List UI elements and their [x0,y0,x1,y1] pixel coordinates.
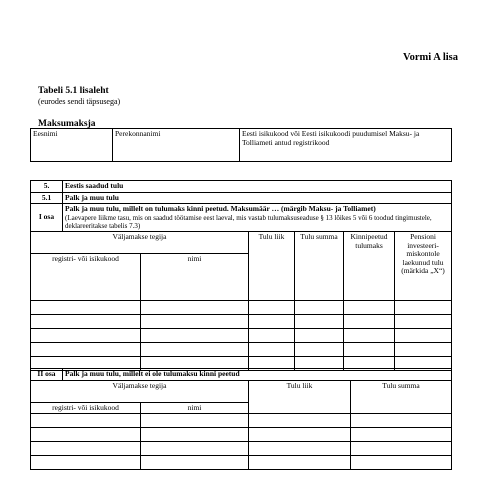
cell[interactable] [395,300,452,314]
id-code-field[interactable] [240,129,452,162]
cell[interactable] [141,428,249,442]
cell[interactable] [31,414,141,428]
cell[interactable] [395,314,452,328]
part2-label: II osa [31,369,63,381]
cell[interactable] [141,328,249,342]
table-row[interactable] [31,300,452,314]
name-label: nimi [141,253,249,300]
part1-title: Palk ja muu tulu, millelt on tulumaks kinni peetud. Maksumäär … (märgib Maksu- ja Tolliamet) [65,204,376,214]
pension-label: Pensioni investeeri-miskontole laekunud tulu (märkida „X“) [395,231,452,300]
income-table-part2 [30,368,452,470]
cell[interactable] [344,300,395,314]
part1-header [63,204,452,232]
payer-table [30,128,452,162]
sheet-subtitle: (eurodes sendi täpsusega) [38,97,121,106]
cell[interactable] [344,328,395,342]
reg-code-label-2: registri- või isikukood [31,402,141,414]
cell[interactable] [31,442,141,456]
subsection-number: 5.1 [31,192,63,204]
payer-heading: Maksumaksja [38,119,96,129]
cell[interactable] [31,342,141,356]
table-row[interactable] [31,456,452,470]
income-type-label: Tulu liik [249,231,295,300]
income-amount-label-2: Tulu summa [351,380,452,414]
table-row[interactable] [31,328,452,342]
cell[interactable] [344,314,395,328]
payer-label: Väljamakse tegija [31,231,249,253]
form-name: Vormi A lisa [402,52,458,63]
cell[interactable] [249,442,351,456]
table-row[interactable] [31,342,452,356]
cell[interactable] [31,428,141,442]
part1-label: I osa [31,204,63,232]
section-title: Eestis saadud tulu [63,181,452,193]
cell[interactable] [249,328,295,342]
table-row[interactable] [31,314,452,328]
cell[interactable] [395,342,452,356]
cell[interactable] [295,328,344,342]
cell[interactable] [351,414,452,428]
last-name-field[interactable] [113,129,240,162]
cell[interactable] [351,442,452,456]
cell[interactable] [249,456,351,470]
cell[interactable] [295,314,344,328]
cell[interactable] [141,414,249,428]
part2-title: Palk ja muu tulu, millelt ei ole tulumaksu kinni peetud [63,369,452,381]
part1-note: (Laevapere liikme tasu, mis on saadud töötamise eest laeval, mis vastab tulumaksuseaduse § 13 lõikes 5 või 6 toodud tingimustele, deklareeritakse tabelis 7.3) [65,213,432,230]
cell[interactable] [351,428,452,442]
cell[interactable] [31,314,141,328]
income-table-part1 [30,180,452,371]
cell[interactable] [295,342,344,356]
sheet-title: Tabeli 5.1 lisaleht [38,86,109,96]
cell[interactable] [141,300,249,314]
cell[interactable] [141,456,249,470]
cell[interactable] [31,456,141,470]
reg-code-label: registri- või isikukood [31,253,141,300]
cell[interactable] [249,414,351,428]
cell[interactable] [141,314,249,328]
table-row[interactable] [31,414,452,428]
table-row[interactable] [31,428,452,442]
section-number: 5. [31,181,63,193]
cell[interactable] [249,300,295,314]
cell[interactable] [31,300,141,314]
id-code-label: Eesti isikukood või Eesti isikukoodi puudumisel Maksu- ja Tolliameti antud registrikood [242,129,420,147]
cell[interactable] [344,342,395,356]
cell[interactable] [141,342,249,356]
cell[interactable] [295,300,344,314]
first-name-label: Eesnimi [33,129,58,138]
cell[interactable] [351,456,452,470]
cell[interactable] [31,328,141,342]
withheld-label: Kinnipeetud tulumaks [344,231,395,300]
income-amount-label: Tulu summa [295,231,344,300]
subsection-title: Palk ja muu tulu [63,192,452,204]
cell[interactable] [141,442,249,456]
first-name-field[interactable] [31,129,113,162]
payer-label-2: Väljamakse tegija [31,380,249,402]
cell[interactable] [249,314,295,328]
cell[interactable] [249,428,351,442]
cell[interactable] [249,342,295,356]
income-type-label-2: Tulu liik [249,380,351,414]
last-name-label: Perekonnanimi [115,129,161,138]
cell[interactable] [395,328,452,342]
table-row[interactable] [31,442,452,456]
name-label-2: nimi [141,402,249,414]
